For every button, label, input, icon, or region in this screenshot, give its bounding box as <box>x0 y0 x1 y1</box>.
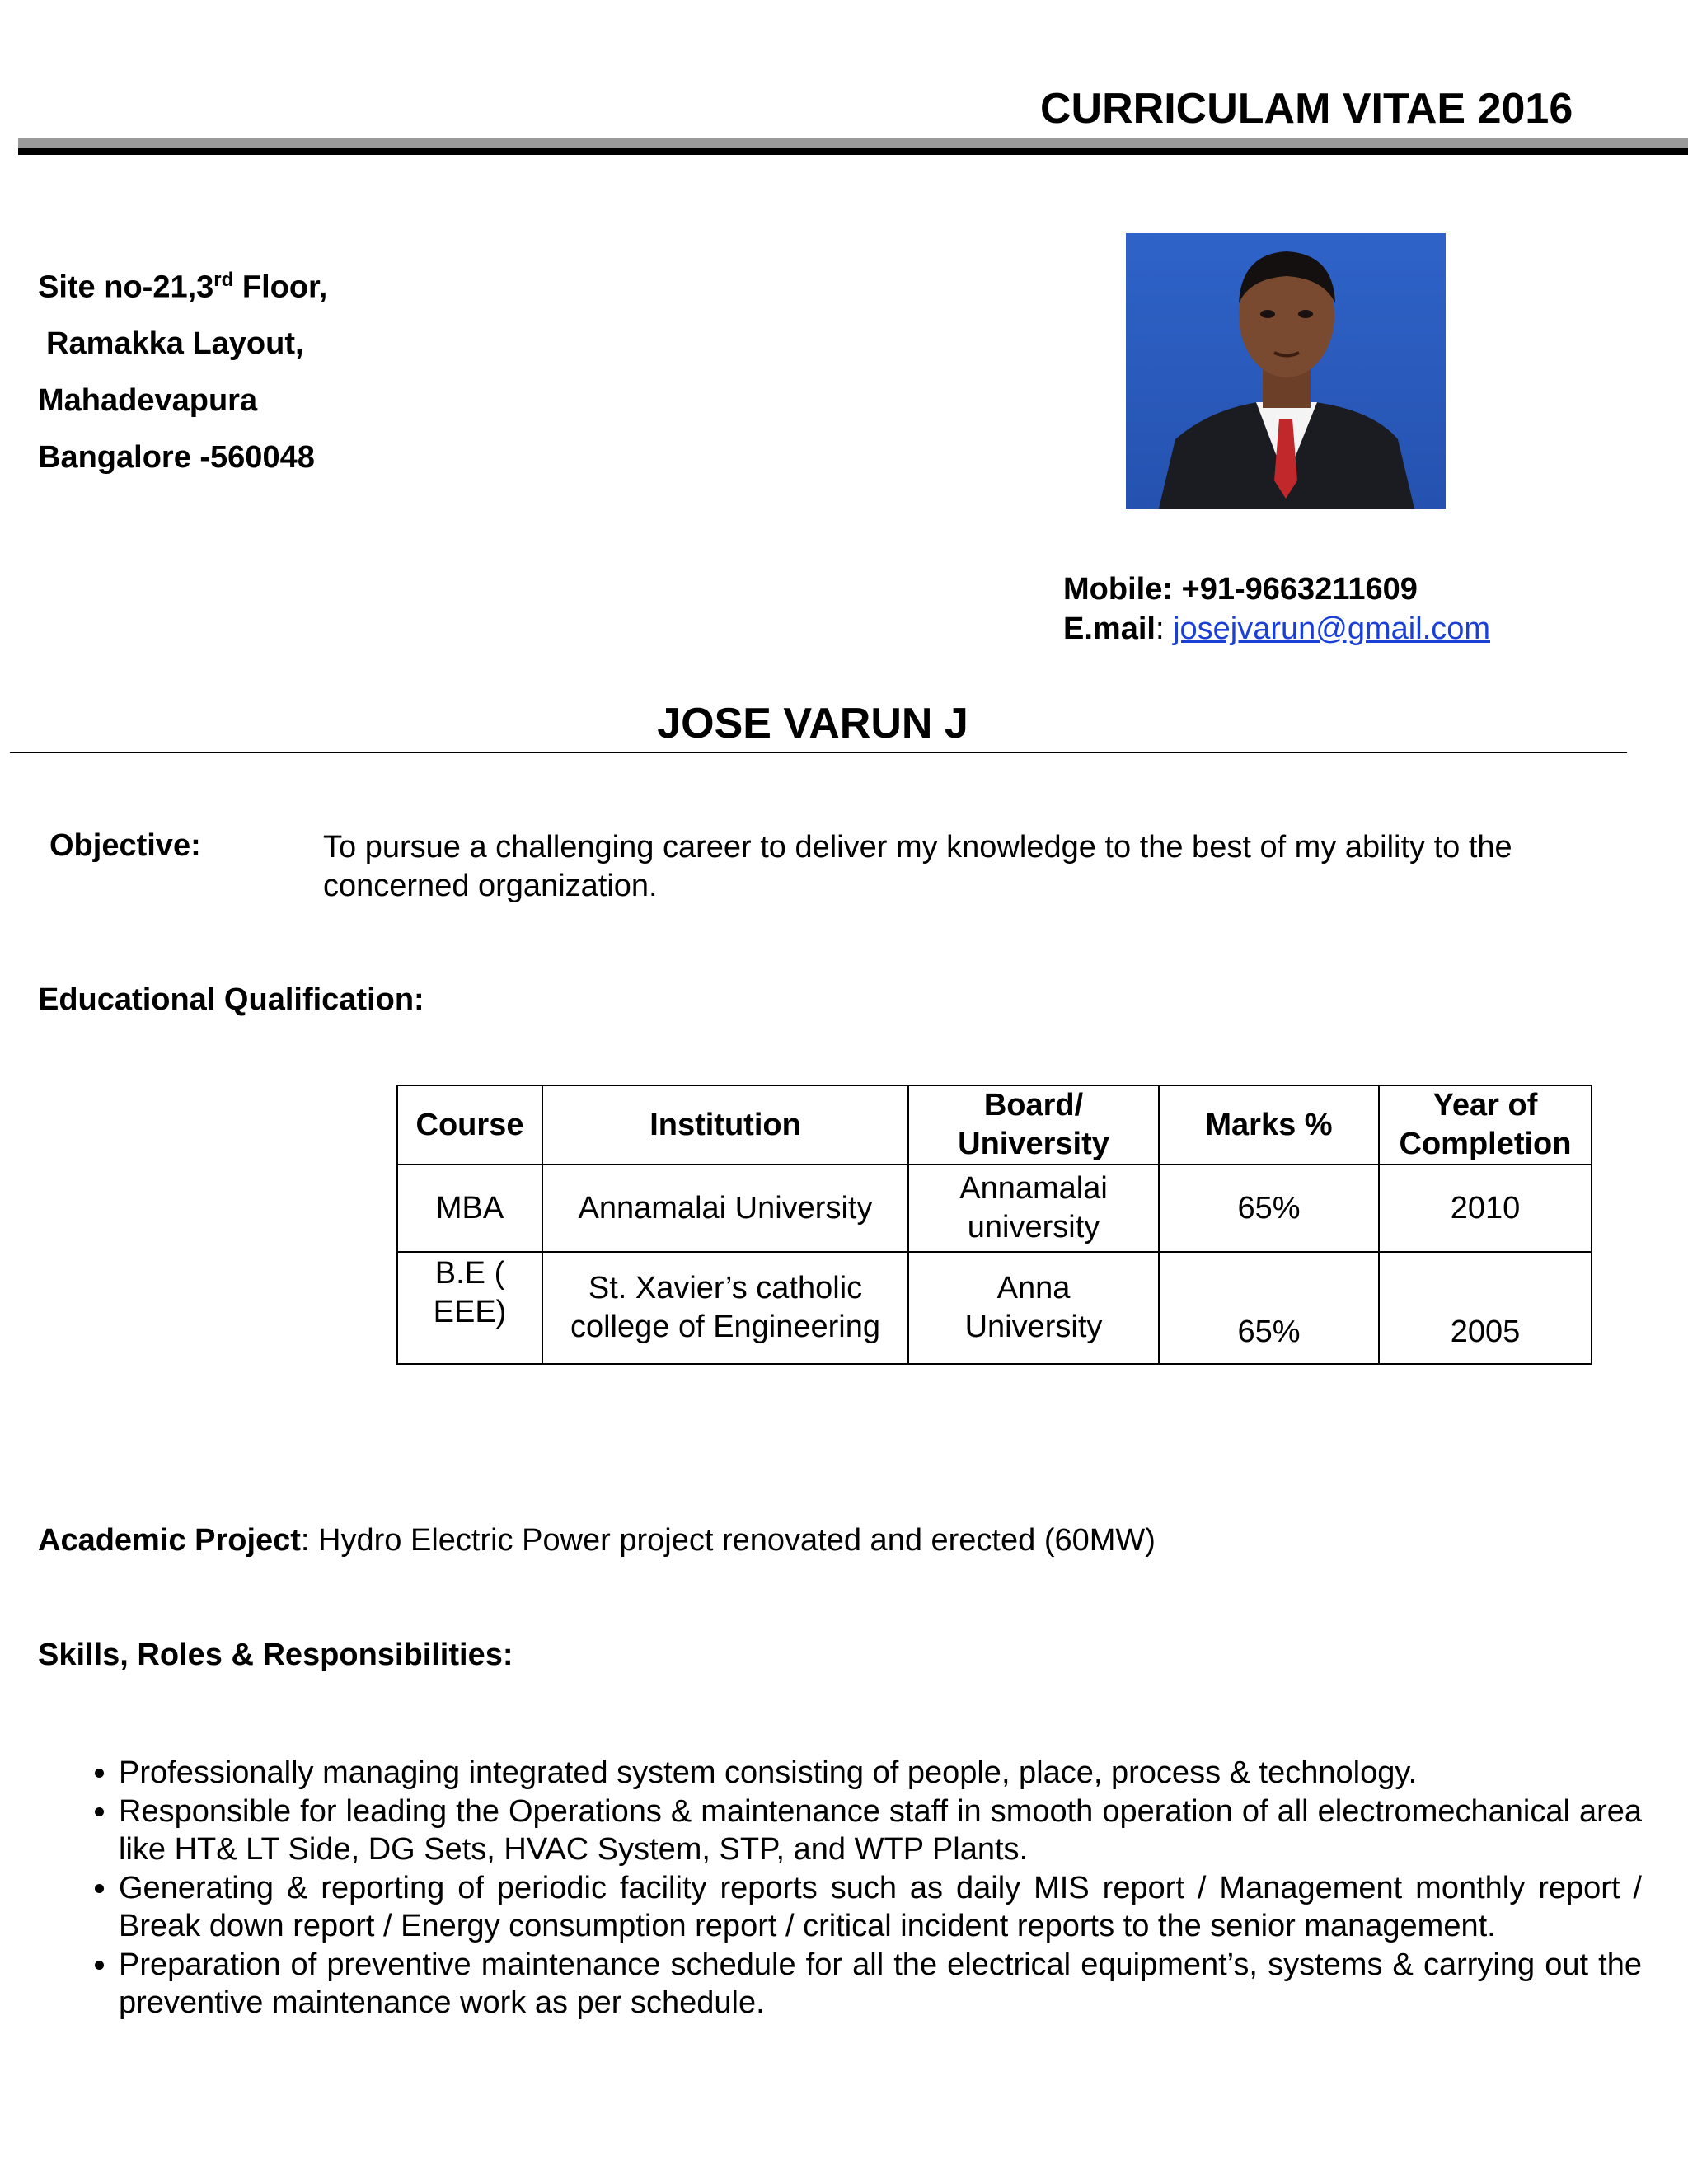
email-link[interactable]: josejvarun@gmail.com <box>1173 612 1491 646</box>
column-header: Year of Completion <box>1379 1085 1592 1165</box>
document-title: CURRICULAM VITAE 2016 <box>1040 85 1573 133</box>
table-cell: Annamalai university <box>908 1165 1159 1252</box>
list-item: • Professionally managing integrated system consisting of people, place, process & technology. <box>119 1754 1642 1793</box>
column-header: Board/ University <box>908 1085 1159 1165</box>
header-rule-black <box>18 148 1688 155</box>
profile-photo <box>1126 233 1446 509</box>
skills-heading: Skills, Roles & Responsibilities: <box>38 1638 513 1672</box>
table-header-row <box>397 1085 1592 1165</box>
table-row <box>397 1165 1592 1252</box>
skills-list <box>66 1754 1642 2022</box>
address-line-3: Mahadevapura <box>38 383 258 418</box>
table-cell: 2010 <box>1379 1165 1592 1252</box>
academic-project: Academic Project: Hydro Electric Power project renovated and erected (60MW) <box>38 1523 1156 1558</box>
header-rule-gray <box>18 138 1688 148</box>
address-line-4: Bangalore -560048 <box>38 440 315 475</box>
education-heading: Educational Qualification: <box>38 982 424 1017</box>
mobile-line: Mobile: +91-9663211609 <box>1063 572 1418 607</box>
table-cell: 2005 <box>1379 1252 1592 1364</box>
objective-text: To pursue a challenging career to deliver my knowledge to the best of my ability to the concerned organization. <box>323 830 1512 903</box>
candidate-name: JOSE VARUN J <box>657 700 968 748</box>
column-header: Course <box>397 1085 542 1165</box>
table-cell: B.E ( EEE) <box>397 1252 542 1364</box>
address-line-1: Site no-21,3rd Floor, <box>38 269 328 305</box>
table-cell: 65% <box>1159 1165 1379 1252</box>
address-line-2: Ramakka Layout, <box>46 326 304 361</box>
table-row <box>397 1252 1592 1364</box>
column-header: Marks % <box>1159 1085 1379 1165</box>
column-header: Institution <box>542 1085 908 1165</box>
academic-project-text: Hydro Electric Power project renovated and erected (60MW) <box>318 1523 1156 1558</box>
table-cell: Annamalai University <box>542 1165 908 1252</box>
list-item: • Responsible for leading the Operations & maintenance staff in smooth operation of all electromechanical area like HT& LT Side, DG Sets, HVAC System, STP, and WTP Plants. <box>119 1793 1642 1869</box>
table-cell: St. Xavier’s catholic college of Engineering <box>542 1252 908 1364</box>
table-cell: Anna University <box>908 1252 1159 1364</box>
table-cell: MBA <box>397 1165 542 1252</box>
table-cell: 65% <box>1159 1252 1379 1364</box>
list-item: • Preparation of preventive maintenance schedule for all the electrical equipment’s, systems & carrying out the preventive maintenance work as per schedule. <box>119 1946 1642 2022</box>
education-table <box>396 1085 1592 1365</box>
email-line: E.mail: josejvarun@gmail.com <box>1063 612 1491 646</box>
list-item: • Generating & reporting of periodic facility reports such as daily MIS report / Management monthly report / Break down report / Energy consumption report / critical incident reports to the senior management. <box>119 1869 1642 1946</box>
objective-label: Objective: <box>49 828 201 863</box>
name-divider <box>10 752 1627 753</box>
mobile-number: +91-9663211609 <box>1181 572 1418 607</box>
